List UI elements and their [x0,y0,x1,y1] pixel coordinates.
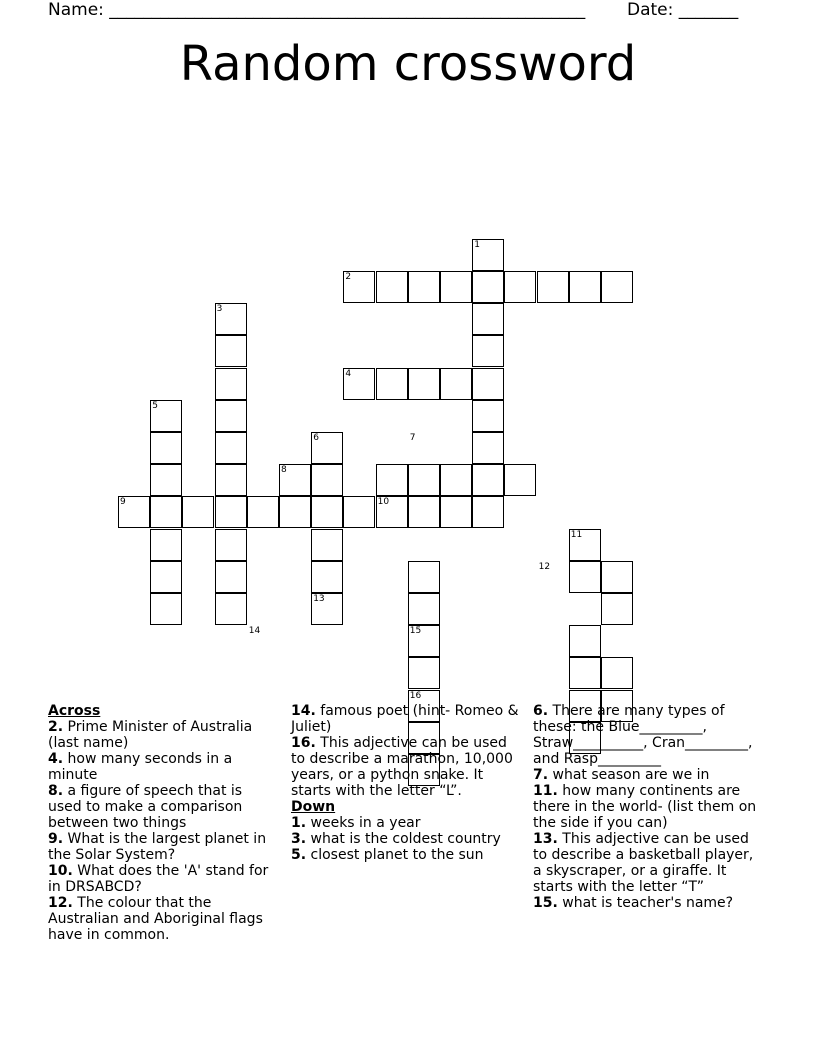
grid-cell[interactable] [311,496,343,528]
clue-down-13: 13. This adjective can be used to describe a basketball player, a skyscraper, or a giraffe. It starts with the letter “T” [533,831,754,895]
clue-number-14: 14 [248,626,261,637]
clue-number-16: 16 [409,690,422,701]
clues-column-3 [533,703,765,911]
clue-number-12: 12 [538,561,551,572]
grid-cell[interactable] [472,496,504,528]
grid-cell[interactable] [376,368,408,400]
grid-cell[interactable] [408,271,440,303]
grid-cell[interactable] [215,464,247,496]
name-field-label: Name: ________________________________________________________ [48,0,586,20]
clue-across-8: 8. a figure of speech that is used to make a comparison between two things [48,783,243,831]
clue-across-9: 9. What is the largest planet in the Solar System? [48,831,267,863]
clue-number-15: 15 [409,626,422,637]
grid-cell[interactable] [215,529,247,561]
clue-down-6: 6. There are many types of these: the Blue_________, Straw__________, Cran_________, and Rasp_________ [533,703,753,767]
grid-cell[interactable] [247,496,279,528]
grid-cell[interactable] [215,335,247,367]
grid-cell[interactable] [215,593,247,625]
clue-down-1: 1. weeks in a year [291,815,421,831]
grid-cell[interactable] [408,657,440,689]
across-heading: Across [48,703,101,719]
grid-cell[interactable] [440,496,472,528]
grid-cell[interactable] [472,303,504,335]
clue-down-11: 11. how many continents are there in the world- (list them on the side if you can) [533,783,757,831]
clue-number-2: 2 [345,272,352,282]
grid-cell[interactable] [215,561,247,593]
grid-cell[interactable] [311,529,343,561]
clue-across-14: 14. famous poet (hint- Romeo & Juliet) [291,703,519,735]
grid-cell[interactable] [311,561,343,593]
grid-cell[interactable] [150,432,182,464]
date-field-label: Date: _______ [627,0,739,20]
grid-cell[interactable] [408,464,440,496]
grid-cell[interactable] [376,271,408,303]
grid-cell[interactable] [472,400,504,432]
grid-cell[interactable] [215,368,247,400]
clue-number-8: 8 [281,465,287,476]
clue-across-10: 10. What does the 'A' stand for in DRSABCD? [48,863,269,895]
clue-down-3: 3. what is the coldest country [291,831,501,847]
clue-number-13: 13 [313,594,325,604]
grid-cell[interactable] [150,529,182,561]
grid-cell[interactable] [408,561,440,593]
grid-cell[interactable] [408,593,440,625]
clue-number-6: 6 [313,433,319,443]
grid-cell[interactable] [569,625,601,657]
grid-cell[interactable] [601,561,633,593]
clue-across-12: 12. The colour that the Australian and Aboriginal flags have in common. [48,895,263,943]
clue-across-2: 2. Prime Minister of Australia (last name) [48,719,253,751]
grid-cell[interactable] [569,561,601,593]
grid-cell[interactable] [504,464,536,496]
clue-number-5: 5 [152,400,158,411]
grid-cell[interactable] [601,593,633,625]
grid-cell[interactable] [279,496,311,528]
clue-across-4: 4. how many seconds in a minute [48,751,233,783]
clue-number-3: 3 [216,304,223,315]
grid-cell[interactable] [440,368,472,400]
grid-cell[interactable] [537,271,569,303]
grid-cell[interactable] [569,271,601,303]
grid-cell[interactable] [408,496,440,528]
clue-number-1: 1 [474,239,480,250]
grid-cell[interactable] [569,657,601,689]
clue-number-9: 9 [120,497,126,508]
grid-cell[interactable] [150,496,182,528]
clue-down-15: 15. what is teacher's name? [533,895,734,911]
grid-cell[interactable] [182,496,214,528]
grid-cell[interactable] [504,271,536,303]
grid-cell[interactable] [215,496,247,528]
clue-number-11: 11 [570,529,583,540]
down-heading: Down [291,799,336,815]
grid-cell[interactable] [601,657,633,689]
grid-cell[interactable] [215,400,247,432]
grid-cell[interactable] [472,464,504,496]
grid-cell[interactable] [472,271,504,303]
grid-cell[interactable] [472,335,504,367]
clues-column-1 [48,703,280,943]
clue-down-7: 7. what season are we in [533,767,710,783]
grid-cell[interactable] [150,593,182,625]
grid-cell[interactable] [215,432,247,464]
clue-number-7: 7 [409,433,416,443]
grid-cell[interactable] [376,464,408,496]
grid-cell[interactable] [311,464,343,496]
grid-cell[interactable] [472,368,504,400]
clue-down-5: 5. closest planet to the sun [291,847,484,863]
grid-cell[interactable] [440,464,472,496]
grid-cell[interactable] [472,432,504,464]
clue-across-16: 16. This adjective can be used to describe a marathon, 10,000 years, or a python snake. It starts with the letter “L”. [291,735,513,799]
grid-cell[interactable] [150,561,182,593]
page-title: Random crossword [179,36,637,92]
grid-cell[interactable] [150,464,182,496]
grid-cell[interactable] [343,496,375,528]
grid-cell[interactable] [440,271,472,303]
clue-number-10: 10 [377,497,390,508]
grid-cell[interactable] [601,271,633,303]
clue-number-4: 4 [345,368,352,379]
grid-cell[interactable] [408,368,440,400]
clues-column-2 [291,703,523,863]
